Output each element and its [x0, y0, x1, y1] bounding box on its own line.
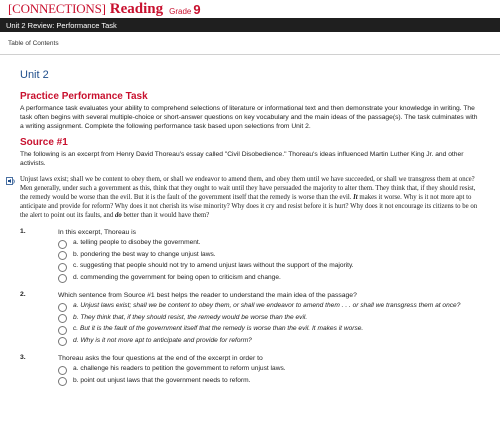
unit-heading: Unit 2: [20, 69, 49, 81]
question-number: 1.: [20, 228, 26, 235]
radio-button[interactable]: [58, 377, 67, 386]
source-passage: Unjust laws exist; shall we be content to obey them, or shall we endeavor to amend them, and obey them until we have succeeded, or shall we transgress them at once? Men generally, under such a government as this, think that they ought to wait until they have persuaded the majority to alter them. They think that, if they should resist, the remedy would be worse than the evil. But it is the fault of the government itself that the remedy is worse than the evil. It makes it worse. Why is it not more apt to anticipate and provide for reform? Why does it not cherish its wise minority? Why does it cry and resist before it is hurt? Why does it not encourage its citizens to be on the alert to point out its faults, and do better than it would have them?: [20, 175, 482, 220]
table-of-contents-link[interactable]: [0, 32, 500, 55]
answer-option[interactable]: c. suggesting that people should not try to amend unjust laws without the support of the majority.: [58, 262, 482, 272]
radio-button[interactable]: [58, 337, 67, 346]
question-text: In this excerpt, Thoreau is: [58, 229, 137, 236]
answer-option[interactable]: a. Unjust laws exist; shall we be content to obey them, or shall we endeavor to amend them . . . or shall we transgress them at once?: [58, 302, 482, 312]
answer-option[interactable]: d. Why is it not more apt to anticipate and provide for reform?: [58, 337, 482, 347]
brand-title: Reading: [109, 0, 164, 17]
answer-option[interactable]: b. point out unjust laws that the government needs to reform.: [58, 377, 482, 387]
question-number: 3.: [20, 354, 26, 361]
main-content: [0, 69, 500, 386]
answer-option[interactable]: d. commending the government for being open to criticism and change.: [58, 274, 482, 284]
question-text: Which sentence from Source #1 best helps the reader to understand the main idea of the passage?: [58, 292, 357, 299]
radio-button[interactable]: [58, 314, 67, 323]
answer-option[interactable]: b. They think that, if they should resist, the remedy would be worse than the evil.: [58, 314, 482, 324]
question-text: Thoreau asks the four questions at the end of the excerpt in order to: [58, 355, 263, 362]
answer-option[interactable]: a. telling people to disobey the government.: [58, 239, 482, 249]
page-titlebar: [0, 18, 500, 32]
radio-button[interactable]: [58, 326, 67, 335]
answer-option[interactable]: a. challenge his readers to petition the government to reform unjust laws.: [58, 365, 482, 375]
radio-button[interactable]: [58, 274, 67, 283]
answer-option[interactable]: b. pondering the best way to change unjust laws.: [58, 251, 482, 261]
source-heading: Source #1: [20, 137, 68, 148]
brand-bracket: [CONNECTIONS]: [8, 1, 106, 16]
grade-label: Grade 9: [169, 1, 201, 17]
app-header: [0, 0, 500, 18]
radio-button[interactable]: [58, 366, 67, 375]
practice-intro: A performance task evaluates your ability to comprehend selections of literature or informational text and then demonstrate your knowledge in writing. The task often begins with several multiple-choice or short-answer questions on key vocabulary and the main ideas of the passage(s). The task culminates with a writing assignment. Complete the following performance task based upon selections from Unit 2.: [20, 105, 478, 130]
source-intro: The following is an excerpt from Henry David Thoreau's essay called "Civil Disobedience." Thoreau's ideas influenced Martin Luther King Jr. and other activists.: [20, 151, 464, 167]
toc-label: Table of Contents: [8, 39, 59, 47]
question-number: 2.: [20, 291, 26, 298]
answer-option[interactable]: c. But it is the fault of the government itself that the remedy is worse than the evil. It makes it worse.: [58, 325, 482, 335]
question-2: [20, 291, 482, 346]
question-1: [20, 228, 482, 283]
grade-number: 9: [193, 1, 201, 17]
page-title: Unit 2 Review: Performance Task: [6, 20, 117, 30]
radio-button[interactable]: [58, 240, 67, 249]
practice-heading: Practice Performance Task: [20, 91, 148, 102]
read-aloud-icon[interactable]: [6, 177, 16, 186]
question-3: [20, 354, 482, 386]
radio-button[interactable]: [58, 251, 67, 260]
radio-button[interactable]: [58, 303, 67, 312]
radio-button[interactable]: [58, 263, 67, 272]
